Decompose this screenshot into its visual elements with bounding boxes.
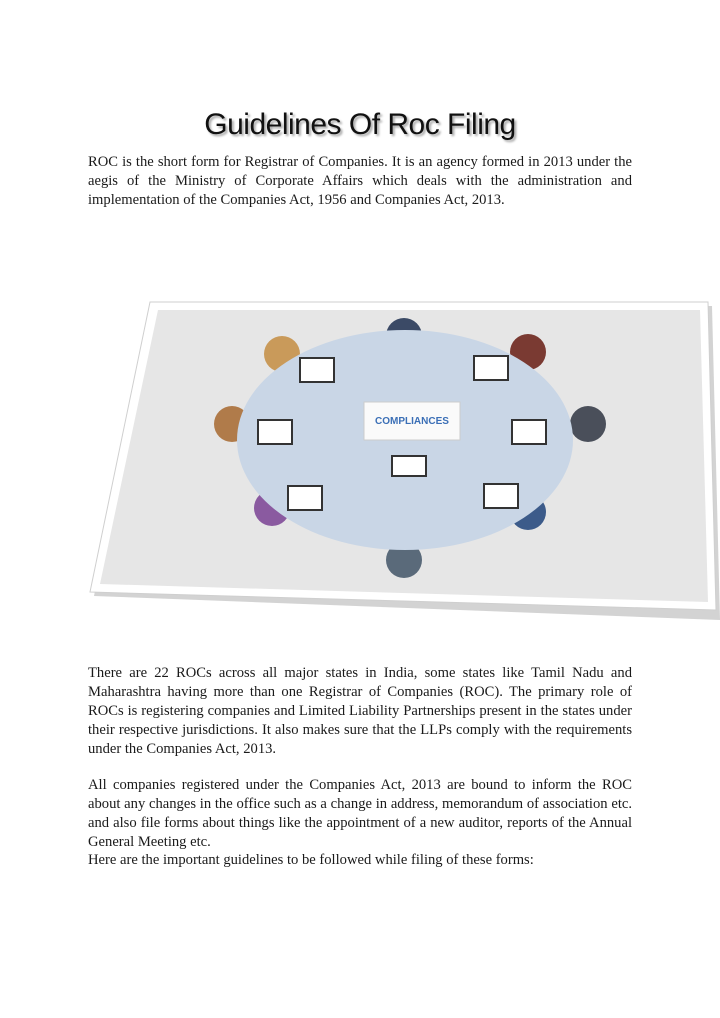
person — [570, 406, 606, 442]
tablet — [288, 486, 322, 510]
tablet — [392, 456, 426, 476]
board-label: COMPLIANCES — [375, 416, 449, 427]
guidelines-lead-paragraph: Here are the important guidelines to be followed while filing of these forms: — [88, 852, 534, 868]
tablet — [484, 484, 518, 508]
tablet — [474, 356, 508, 380]
tablet — [300, 358, 334, 382]
tablet — [512, 420, 546, 444]
intro-paragraph: ROC is the short form for Registrar of Companies. It is an agency formed in 2013 under the aegis of the Ministry of Corporate Affairs which deals with the administration and implementation of the Companies Act, 1956 and Companies Act, 2013. — [88, 154, 632, 208]
meeting-illustration — [0, 290, 720, 630]
rocs-paragraph: There are 22 ROCs across all major states in India, some states like Tamil Nadu and Maharashtra having more than one Registrar of Companies (ROC). The primary role of ROCs is registering companies and Limited Liability Partnerships present in the states under their respective jurisdictions. It also makes sure that the LLPs comply with the requirements under the Companies Act, 2013. — [88, 665, 632, 757]
page-title: Guidelines Of Roc Filing — [204, 108, 516, 141]
companies-paragraph: All companies registered under the Companies Act, 2013 are bound to inform the ROC about any changes in the office such as a change in address, memorandum of association etc. and also file forms about things like the appointment of a new auditor, reports of the Annual General Meeting etc. — [88, 777, 632, 850]
tablet — [258, 420, 292, 444]
